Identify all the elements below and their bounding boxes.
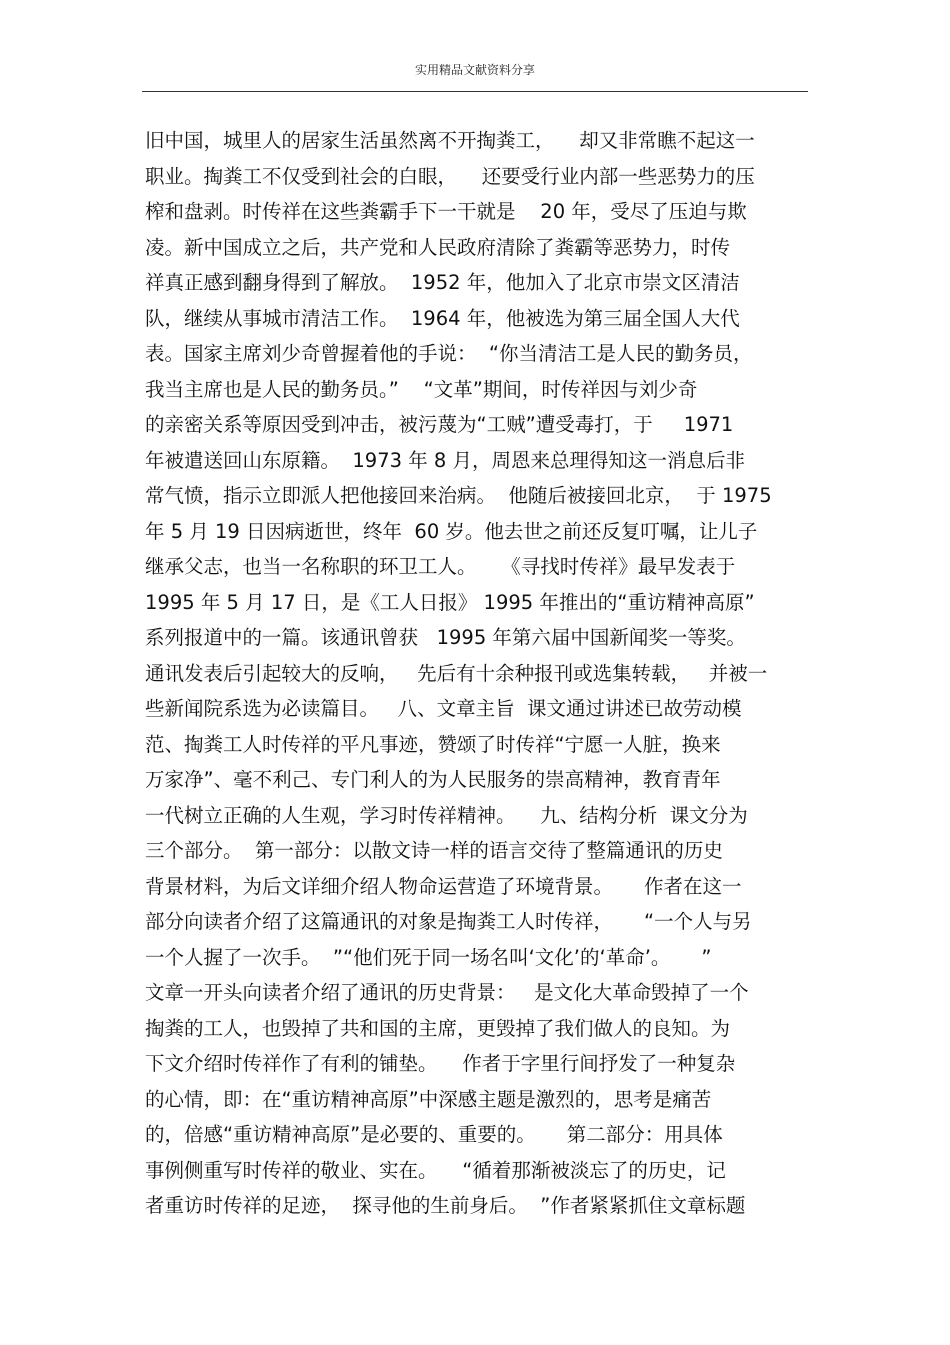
text-line: 队，继续从事城市清洁工作。 1964 年，他被选为第三届全国人大代	[145, 306, 740, 330]
text-line: 事例侧重写时传祥的敬业、实在。 “循着那渐被淡忘了的历史，记	[145, 1158, 726, 1182]
text-line: 万家净”、毫不利己、专门利人的为人民服务的崇高精神，教育青年	[145, 768, 721, 791]
text-line: 年 5 月 19 日因病逝世，终年 60 岁。他去世之前还反复叮嘱，让儿子	[145, 519, 758, 543]
text-line: 一个人握了一次手。 ”“他们死于同一场名叫‘文化’的‘革命’。 ”	[145, 945, 712, 969]
text-line: 三个部分。 第一部分：以散文诗一样的语言交待了整篇通讯的历史	[145, 839, 723, 862]
text-line: 部分向读者介绍了这篇通讯的对象是掏粪工人时传祥， “一个人与另	[145, 910, 752, 933]
text-line: 榨和盘剥。时传祥在这些粪霸手下一干就是 20 年，受尽了压迫与欺	[145, 200, 747, 223]
text-line: 通讯发表后引起较大的反响， 先后有十余种报刊或选集转载， 并被一	[145, 661, 768, 685]
text-line: 背景材料，为后文详细介绍人物命运营造了环境背景。 作者在这一	[145, 874, 742, 898]
text-line: 些新闻院系选为必读篇目。 八、文章主旨 课文通过讲述已故劳动模	[145, 697, 742, 720]
text-line: 祥真正感到翻身得到了解放。 1952 年，他加入了北京市崇文区清洁	[145, 271, 740, 294]
text-line: 继承父志，也当一名称职的环卫工人。 《寻找时传祥》最早发表于	[145, 555, 736, 578]
text-line: 一代树立正确的人生观，学习时传祥精神。 九、结构分析 课文分为	[145, 803, 748, 827]
text-line: 1995 年 5 月 17 日，是《工人日报》 1995 年推出的“重访精神高原”	[145, 590, 755, 614]
text-line: 的亲密关系等原因受到冲击，被污蔑为“工贼”遭受毒打，于 1971	[145, 413, 734, 436]
text-line: 掏粪的工人，也毁掉了共和国的主席，更毁掉了我们做人的良知。为	[145, 1016, 731, 1040]
text-line: 者重访时传祥的足迹， 探寻他的生前身后。 ”作者紧紧抓住文章标题	[145, 1194, 746, 1217]
header-divider	[142, 91, 808, 92]
text-line: 旧中国，城里人的居家生活虽然离不开掏粪工， 却又非常瞧不起这一	[145, 129, 755, 152]
page-header: 实用精品文献资料分享	[414, 63, 535, 77]
body-text	[145, 123, 815, 1224]
text-line: 的心情，即：在“重访精神高原”中深感主题是激烈的，思考是痛苦	[145, 1087, 712, 1111]
text-line: 我当主席也是人民的勤务员。” “文革”期间，时传祥因与刘少奇	[145, 377, 698, 401]
text-line: 年被遣送回山东原籍。 1973 年 8 月，周恩来总理得知这一消息后非	[145, 448, 746, 472]
text-line: 凌。新中国成立之后，共产党和人民政府清除了粪霸等恶势力，时传	[145, 235, 731, 259]
text-line: 表。国家主席刘少奇曾握着他的手说： “你当清洁工是人民的勤务员，	[145, 342, 753, 365]
text-line: 文章一开头向读者介绍了通讯的历史背景： 是文化大革命毁掉了一个	[145, 981, 749, 1004]
text-line: 下文介绍时传祥作了有利的铺垫。 作者于字里行间抒发了一种复杂	[145, 1052, 736, 1075]
text-line: 职业。掏粪工不仅受到社会的白眼， 还要受行业内部一些恶势力的压	[145, 164, 755, 188]
text-line: 的，倍感“重访精神高原”是必要的、重要的。 第二部分：用具体	[145, 1123, 723, 1146]
text-line: 常气愤，指示立即派人把他接回来治病。 他随后被接回北京， 于 1975	[145, 484, 772, 507]
text-line: 范、掏粪工人时传祥的平凡事迹，赞颂了时传祥“宁愿一人脏，换来	[145, 732, 721, 756]
text-line: 系列报道中的一篇。该通讯曾获 1995 年第六届中国新闻奖一等奖。	[145, 626, 746, 649]
